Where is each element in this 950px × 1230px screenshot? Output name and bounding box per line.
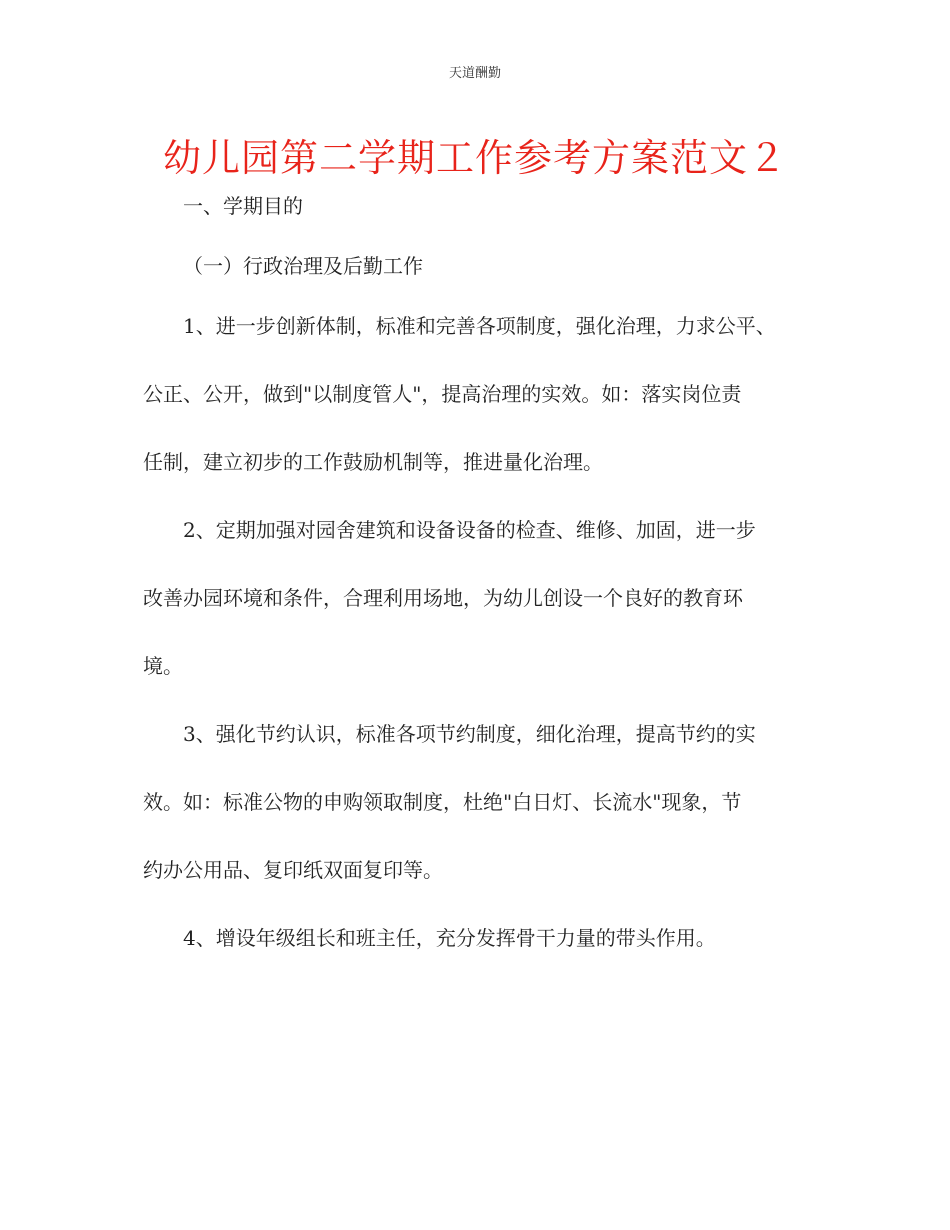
- paragraph-line: 2、定期加强对园舍建筑和设备设备的检查、维修、加固，进一步: [183, 518, 756, 542]
- subsection-heading: （一）行政治理及后勤工作: [183, 254, 423, 278]
- paragraph-item-1: [143, 306, 815, 482]
- paragraph-line: 3、强化节约认识，标准各项节约制度，细化治理，提高节约的实: [183, 722, 756, 746]
- page-header: 天道酬勤: [448, 66, 501, 81]
- paragraph-line: 公正、公开，做到"以制度管人"，提高治理的实效。如：落实岗位责: [143, 382, 742, 406]
- paragraph-line: 1、进一步创新体制，标准和完善各项制度，强化治理，力求公平、: [183, 314, 776, 338]
- document-title: 幼儿园第二学期工作参考方案范文２: [162, 136, 787, 180]
- paragraph-line: 效。如：标准公物的申购领取制度，杜绝"白日灯、长流水"现象，节: [143, 790, 742, 814]
- section-heading: 一、学期目的: [183, 194, 303, 218]
- paragraph-line: 改善办园环境和条件，合理利用场地，为幼儿创设一个良好的教育环: [143, 586, 743, 610]
- paragraph-item-2: [143, 510, 815, 686]
- paragraph-line: 任制，建立初步的工作鼓励机制等，推进量化治理。: [143, 450, 603, 474]
- paragraph-item-3: [143, 714, 815, 890]
- document-body: [143, 186, 815, 958]
- paragraph-line: 约办公用品、复印纸双面复印等。: [143, 858, 443, 882]
- paragraph-line: 4、增设年级组长和班主任，充分发挥骨干力量的带头作用。: [183, 926, 716, 950]
- paragraph-line: 境。: [143, 654, 183, 678]
- paragraph-item-4: [143, 918, 815, 958]
